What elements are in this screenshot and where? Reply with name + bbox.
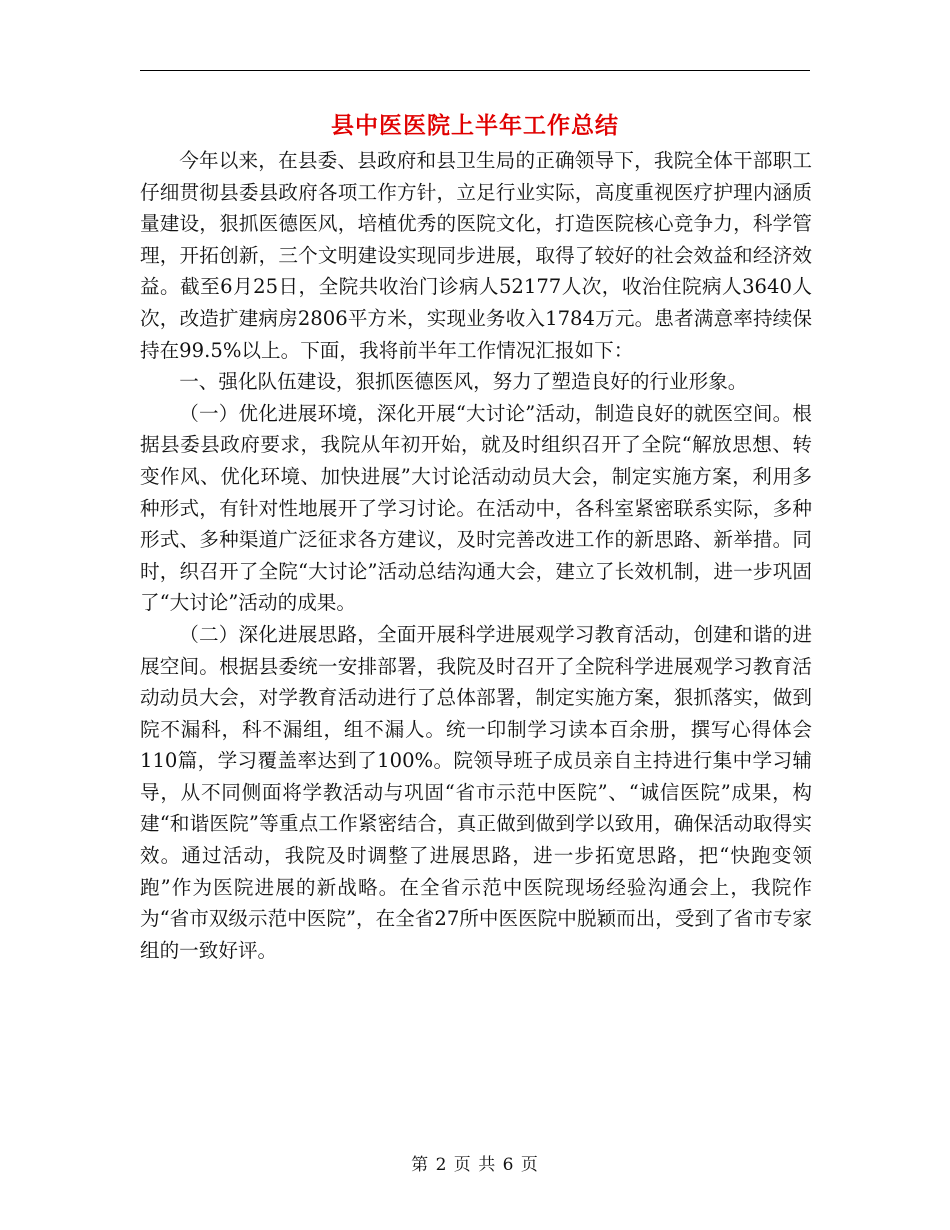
paragraph-intro: 今年以来，在县委、县政府和县卫生局的正确领导下，我院全体干部职工仔细贯彻县委县政府各项工作方针，立足行业实际，高度重视医疗护理内涵质量建设，狠抓医德医风，培植优秀的医院文化，打造医院核心竞争力，科学管理，开拓创新，三个文明建设实现同步进展，取得了较好的社会效益和经济效益。截至6月25日，全院共收治门诊病人52177人次，收治住院病人3640人次，改造扩建病房2806平方米，实现业务收入1784万元。患者满意率持续保持在99.5%以上。下面，我将前半年工作情况汇报如下：: [140, 149, 812, 362]
paragraph-section-heading: 一、强化队伍建设，狠抓医德医风，努力了塑造良好的行业形象。: [179, 370, 748, 394]
header-rule: [140, 70, 810, 71]
document-body: [140, 145, 812, 966]
paragraph-subsection-1: （一）优化进展环境，深化开展“大讨论”活动，制造良好的就医空间。根据县委县政府要求，我院从年初开始，就及时组织召开了全院“解放思想、转变作风、优化环境、加快进展”大讨论活动动员大会，制定实施方案，利用多种形式，有针对性地展开了学习讨论。在活动中，各科室紧密联系实际，多种形式、多种渠道广泛征求各方建议，及时完善改进工作的新思路、新举措。同时，织召开了全院“大讨论”活动总结沟通大会，建立了长效机制，进一步巩固了“大讨论”活动的成果。: [140, 401, 812, 615]
paragraph-subsection-2: （二）深化进展思路，全面开展科学进展观学习教育活动，创建和谐的进展空间。根据县委统一安排部署，我院及时召开了全院科学进展观学习教育活动动员大会，对学教育活动进行了总体部署，制定实施方案，狠抓落实，做到院不漏科，科不漏组，组不漏人。统一印制学习读本百余册，撰写心得体会110篇，学习覆盖率达到了100%。院领导班子成员亲自主持进行集中学习辅导，从不同侧面将学教活动与巩固“省市示范中医院”、“诚信医院”成果，构建“和谐医院”等重点工作紧密结合，真正做到做到学以致用，确保活动取得实效。通过活动，我院及时调整了进展思路，进一步拓宽思路，把“快跑变领跑”作为医院进展的新战略。在全省示范中医院现场经验沟通会上，我院作为“省市双级示范中医院”，在全省27所中医医院中脱颖而出，受到了省市专家组的一致好评。: [140, 622, 812, 962]
document-title: 县中医医院上半年工作总结: [331, 112, 619, 139]
page-number: 第 2 页 共 6 页: [411, 1155, 539, 1175]
